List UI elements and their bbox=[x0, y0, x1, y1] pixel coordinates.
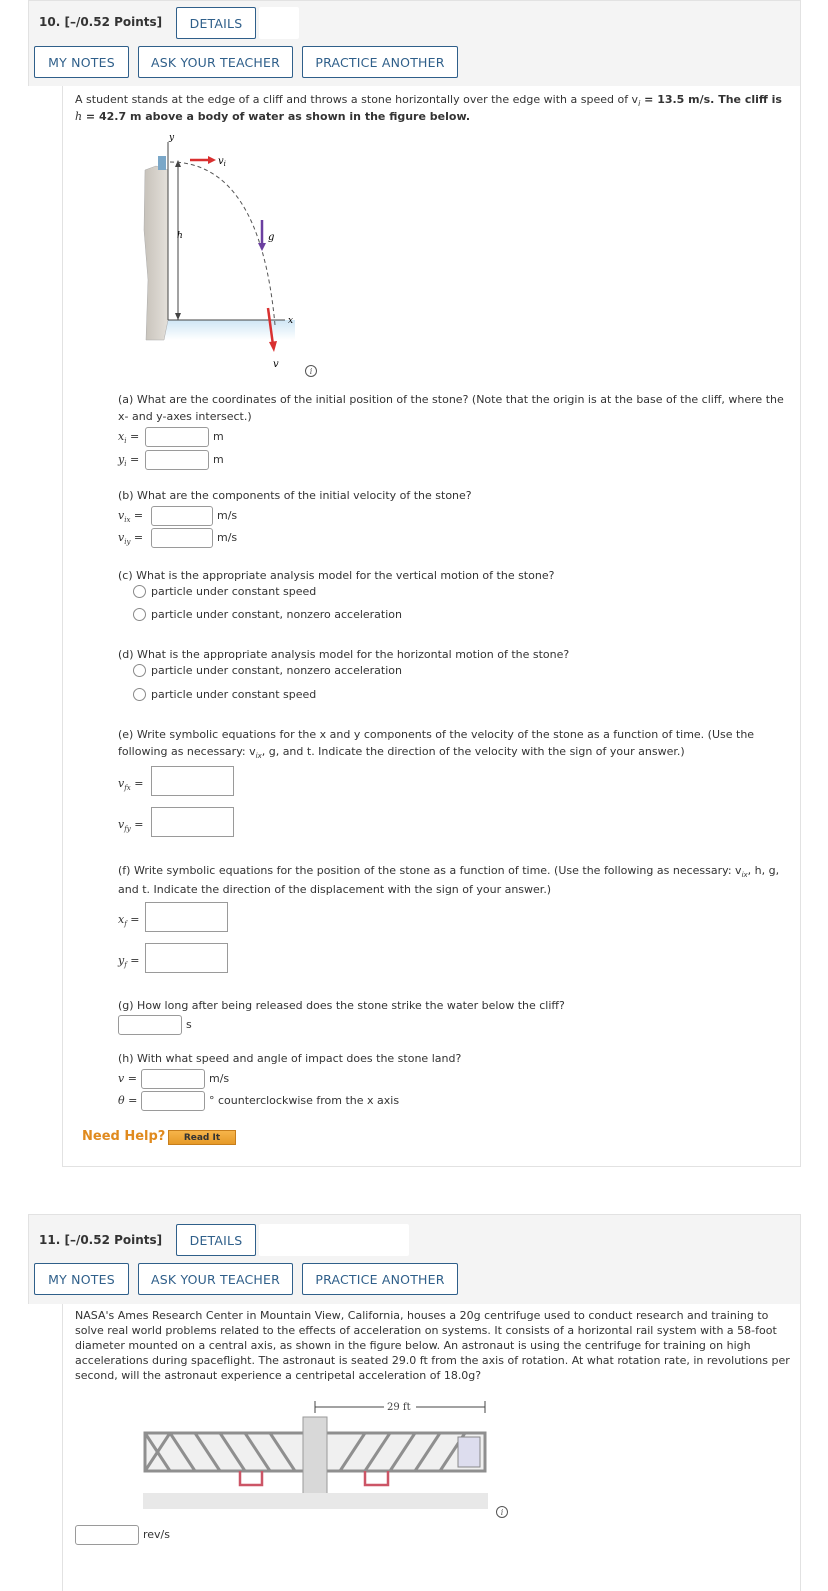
student-figure bbox=[158, 156, 166, 170]
need-help-label: Need Help? bbox=[82, 1129, 166, 1144]
part-c-option2-label: particle under constant, nonzero acceleration bbox=[151, 608, 402, 621]
part-e-prompt-line2: following as necessary: $v_{ix}$, g, and t. Indicate the direction of the velocity with the sign of your answer.) bbox=[118, 745, 685, 761]
vix-input[interactable] bbox=[151, 506, 213, 526]
part-d-option1-radio[interactable] bbox=[133, 664, 146, 677]
part-b-prompt: (b) What are the components of the initial velocity of the stone? bbox=[118, 489, 472, 502]
part-f-prompt-line2: and t. Indicate the direction of the displacement with the sign of your answer.) bbox=[118, 883, 552, 896]
part-h-prompt: (h) With what speed and angle of impact does the stone land? bbox=[118, 1052, 462, 1065]
cliff-figure bbox=[140, 130, 320, 370]
viy-label: $v_{iy}$ = bbox=[118, 531, 144, 547]
q11-ask-teacher-button[interactable]: ASK YOUR TEACHER bbox=[138, 1263, 293, 1295]
part-g-unit: s bbox=[186, 1018, 192, 1031]
rev-per-second-unit: rev/s bbox=[143, 1528, 170, 1541]
part-c-option2-radio[interactable] bbox=[133, 608, 146, 621]
vfx-input[interactable] bbox=[151, 766, 234, 796]
q11-problem-line3: diameter mounted on a central axis, as shown in the figure below. An astronaut is using the centrifuge for training on high bbox=[75, 1339, 751, 1352]
yi-unit: m bbox=[213, 453, 224, 466]
part-d-option2-label: particle under constant speed bbox=[151, 688, 317, 701]
q10-details-button[interactable]: DETAILS bbox=[176, 7, 256, 39]
q10-title: 10. [–/0.52 Points] bbox=[39, 15, 163, 29]
q11-practice-another-button[interactable]: PRACTICE ANOTHER bbox=[302, 1263, 458, 1295]
speed-label: v = bbox=[118, 1072, 137, 1085]
water-surface bbox=[165, 320, 295, 340]
y-axis-label: y bbox=[169, 133, 175, 143]
xi-input[interactable] bbox=[145, 427, 209, 447]
q11-problem-line5: second, will the astronaut experience a centripetal acceleration of 18.0g? bbox=[75, 1369, 482, 1382]
q11-my-notes-button[interactable]: MY NOTES bbox=[34, 1263, 129, 1295]
q10-problem-line2: h = 42.7 m above a body of water as shown in the figure below. bbox=[75, 110, 471, 123]
part-g-input[interactable] bbox=[118, 1015, 182, 1035]
part-d-option2-radio[interactable] bbox=[133, 688, 146, 701]
q10-problem-line1: A student stands at the edge of a cliff and throws a stone horizontally over the edge with a speed of $v_i = 13.5$ m/s. The cliff is bbox=[75, 93, 782, 109]
x-axis-label: x bbox=[288, 316, 294, 326]
astronaut-seat bbox=[458, 1437, 480, 1467]
vix-label: $v_{ix}$ = bbox=[118, 509, 144, 525]
part-c-option1-label: particle under constant speed bbox=[151, 585, 317, 598]
xi-unit: m bbox=[213, 430, 224, 443]
q10-submission-chip bbox=[259, 7, 299, 39]
figure-info-icon[interactable]: i bbox=[305, 365, 317, 377]
angle-unit: ° counterclockwise from the x axis bbox=[209, 1094, 400, 1107]
q11-problem-line4: accelerations during spaceflight. The astronaut is seated 29.0 ft from the axis of rotation. At what rotation rate, in revolutions per bbox=[75, 1354, 790, 1367]
part-a-prompt-line2: x- and y-axes intersect.) bbox=[118, 410, 252, 423]
vfy-input[interactable] bbox=[151, 807, 234, 837]
cliff-shape bbox=[144, 166, 168, 340]
centrifuge-info-icon[interactable]: i bbox=[496, 1506, 508, 1518]
vfx-label: $v_{fx}$ = bbox=[118, 777, 144, 793]
xf-input[interactable] bbox=[145, 902, 228, 932]
yi-label: $y_i$ = bbox=[118, 453, 140, 469]
vix-unit: m/s bbox=[217, 509, 238, 522]
yi-input[interactable] bbox=[145, 450, 209, 470]
q11-title: 11. [–/0.52 Points] bbox=[39, 1233, 163, 1247]
h-label: h bbox=[177, 231, 183, 241]
part-d-prompt: (d) What is the appropriate analysis model for the horizontal motion of the stone? bbox=[118, 648, 570, 661]
part-a-prompt-line1: (a) What are the coordinates of the initial position of the stone? (Note that the origin is at the base of the cliff, where the bbox=[118, 393, 784, 406]
vfy-label: $v_{fy}$ = bbox=[118, 818, 144, 834]
viy-unit: m/s bbox=[217, 531, 238, 544]
angle-label: θ = bbox=[118, 1094, 138, 1107]
q11-submission-chip bbox=[259, 1224, 409, 1256]
part-e-prompt-line1: (e) Write symbolic equations for the x and y components of the velocity of the stone as a function of time. (Use the bbox=[118, 728, 755, 741]
q10-header bbox=[28, 0, 801, 86]
central-axis bbox=[303, 1417, 327, 1499]
g-label: g bbox=[268, 232, 275, 243]
part-c-prompt: (c) What is the appropriate analysis model for the vertical motion of the stone? bbox=[118, 569, 555, 582]
part-d-option1-label: particle under constant, nonzero acceleration bbox=[151, 664, 402, 677]
yf-label: $y_f$ = bbox=[118, 954, 140, 970]
q11-header bbox=[28, 1214, 801, 1304]
part-c-option1-radio[interactable] bbox=[133, 585, 146, 598]
q10-my-notes-button[interactable]: MY NOTES bbox=[34, 46, 129, 78]
q11-problem-line1: NASA's Ames Research Center in Mountain View, California, houses a 20g centrifuge used to conduct research and training to bbox=[75, 1309, 769, 1322]
part-f-prompt-line1: (f) Write symbolic equations for the position of the stone as a function of time. (Use the following as necessary: $v_{ix}$, h, g, bbox=[118, 864, 780, 880]
speed-input[interactable] bbox=[141, 1069, 205, 1089]
xi-label: $x_i$ = bbox=[118, 430, 140, 446]
speed-unit: m/s bbox=[209, 1072, 230, 1085]
part-g-prompt: (g) How long after being released does the stone strike the water below the cliff? bbox=[118, 999, 565, 1012]
viy-input[interactable] bbox=[151, 528, 213, 548]
q10-practice-another-button[interactable]: PRACTICE ANOTHER bbox=[302, 46, 458, 78]
q11-problem-line2: solve real world problems related to the effects of acceleration on systems. It consists of a horizontal rail system with a 58-foot bbox=[75, 1324, 777, 1337]
q10-ask-teacher-button[interactable]: ASK YOUR TEACHER bbox=[138, 46, 293, 78]
centrifuge-figure bbox=[140, 1395, 500, 1510]
read-it-button[interactable]: Read It bbox=[168, 1130, 236, 1145]
q11-details-button[interactable]: DETAILS bbox=[176, 1224, 256, 1256]
radius-dim-label: 29 ft bbox=[387, 1402, 411, 1413]
rev-per-second-input[interactable] bbox=[75, 1525, 139, 1545]
xf-label: $x_f$ = bbox=[118, 913, 140, 929]
yf-input[interactable] bbox=[145, 943, 228, 973]
angle-input[interactable] bbox=[141, 1091, 205, 1111]
vi-label: $v_i$ bbox=[218, 156, 226, 168]
v-label: v bbox=[273, 359, 279, 370]
